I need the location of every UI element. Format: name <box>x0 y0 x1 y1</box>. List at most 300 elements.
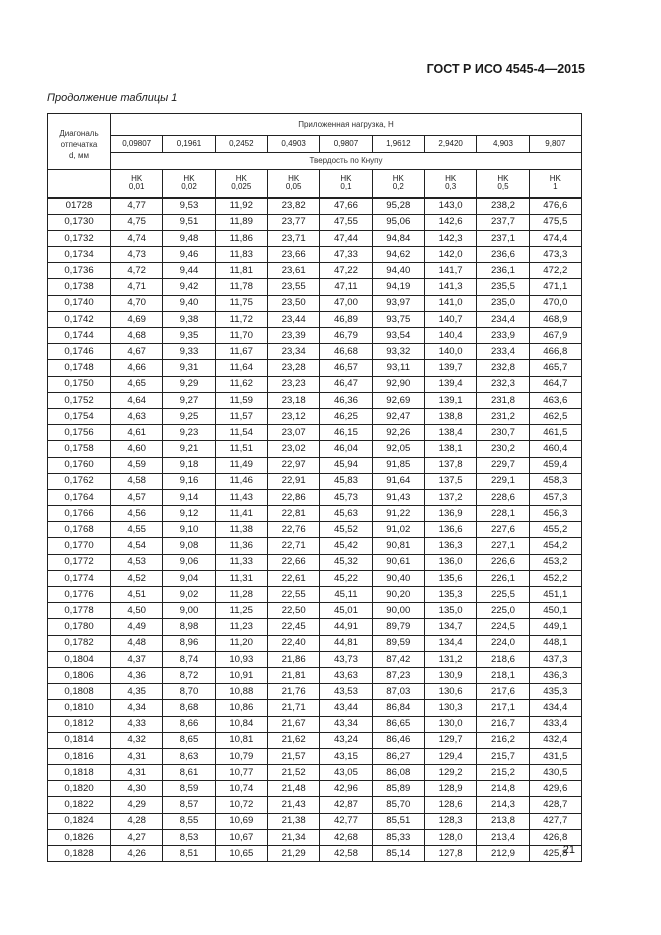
hardness-value-cell: 11,41 <box>215 506 267 522</box>
hardness-value-cell: 45,52 <box>320 522 372 538</box>
hardness-value-cell: 90,20 <box>372 587 424 603</box>
hardness-value-cell: 130,3 <box>424 700 476 716</box>
hardness-value-cell: 9,40 <box>163 295 215 311</box>
hardness-value-cell: 8,74 <box>163 651 215 667</box>
table-row <box>48 263 582 279</box>
scale-load-label: 0,1 <box>340 182 352 192</box>
hardness-value-cell: 22,81 <box>267 506 319 522</box>
hardness-value-cell: 236,6 <box>477 247 529 263</box>
hardness-value-cell: 11,78 <box>215 279 267 295</box>
hardness-value-cell: 136,3 <box>424 538 476 554</box>
hardness-value-cell: 87,03 <box>372 684 424 700</box>
hardness-value-cell: 22,45 <box>267 619 319 635</box>
hardness-value-cell: 23,34 <box>267 344 319 360</box>
hardness-value-cell: 433,4 <box>529 716 581 732</box>
diagonal-cell: 0,1824 <box>48 813 111 829</box>
hardness-value-cell: 47,66 <box>320 198 372 215</box>
hardness-value-cell: 23,07 <box>267 425 319 441</box>
hardness-value-cell: 10,67 <box>215 829 267 845</box>
hardness-value-cell: 468,9 <box>529 311 581 327</box>
hardness-table <box>47 113 582 862</box>
scale-hk-label: HK <box>183 174 195 184</box>
hardness-value-cell: 11,62 <box>215 376 267 392</box>
scale-cell <box>424 170 476 198</box>
hardness-value-cell: 91,22 <box>372 506 424 522</box>
scale-blank-cell <box>48 170 111 198</box>
hardness-value-cell: 9,23 <box>163 425 215 441</box>
standard-code: ГОСТ Р ИСО 4545-4—2015 <box>426 62 585 76</box>
hardness-value-cell: 11,67 <box>215 344 267 360</box>
table-row <box>48 392 582 408</box>
hardness-value-cell: 21,67 <box>267 716 319 732</box>
scale-hk-label: HK <box>445 174 457 184</box>
hardness-value-cell: 9,00 <box>163 603 215 619</box>
hardness-value-cell: 93,97 <box>372 295 424 311</box>
hardness-value-cell: 46,68 <box>320 344 372 360</box>
hardness-value-cell: 4,60 <box>111 441 163 457</box>
table-row <box>48 230 582 246</box>
hardness-value-cell: 21,71 <box>267 700 319 716</box>
table-row <box>48 587 582 603</box>
diagonal-cell: 0,1778 <box>48 603 111 619</box>
hardness-value-cell: 4,49 <box>111 619 163 635</box>
hardness-value-cell: 21,48 <box>267 781 319 797</box>
diagonal-cell: 0,1746 <box>48 344 111 360</box>
hardness-value-cell: 23,23 <box>267 376 319 392</box>
hardness-value-cell: 128,0 <box>424 829 476 845</box>
hardness-value-cell: 9,06 <box>163 554 215 570</box>
hardness-value-cell: 47,00 <box>320 295 372 311</box>
table-row <box>48 781 582 797</box>
hardness-value-cell: 141,0 <box>424 295 476 311</box>
hardness-value-cell: 4,67 <box>111 344 163 360</box>
hardness-value-cell: 436,3 <box>529 667 581 683</box>
hardness-value-cell: 4,31 <box>111 748 163 764</box>
hardness-value-cell: 216,2 <box>477 732 529 748</box>
load-value-cell: 4,903 <box>477 136 529 153</box>
hardness-value-cell: 8,57 <box>163 797 215 813</box>
hardness-value-cell: 4,75 <box>111 214 163 230</box>
scale-load-label: 0,05 <box>285 182 302 192</box>
diagonal-cell: 0,1756 <box>48 425 111 441</box>
diagonal-cell: 0,1732 <box>48 230 111 246</box>
hardness-value-cell: 43,63 <box>320 667 372 683</box>
diagonal-cell: 0,1782 <box>48 635 111 651</box>
diagonal-cell: 0,1734 <box>48 247 111 263</box>
hardness-value-cell: 10,84 <box>215 716 267 732</box>
hardness-value-cell: 92,26 <box>372 425 424 441</box>
diagonal-cell: 0,1740 <box>48 295 111 311</box>
hardness-value-cell: 234,4 <box>477 311 529 327</box>
diagonal-cell: 0,1816 <box>48 748 111 764</box>
hardness-value-cell: 23,18 <box>267 392 319 408</box>
hardness-value-cell: 95,28 <box>372 198 424 215</box>
table-row <box>48 198 582 215</box>
hardness-value-cell: 217,6 <box>477 684 529 700</box>
hardness-value-cell: 42,58 <box>320 846 372 862</box>
table-row <box>48 522 582 538</box>
hardness-value-cell: 136,6 <box>424 522 476 538</box>
hardness-value-cell: 11,33 <box>215 554 267 570</box>
hardness-value-cell: 236,1 <box>477 263 529 279</box>
hardness-value-cell: 9,35 <box>163 328 215 344</box>
diagonal-cell: 0,1774 <box>48 570 111 586</box>
hardness-value-cell: 452,2 <box>529 570 581 586</box>
hardness-value-cell: 4,74 <box>111 230 163 246</box>
hardness-value-cell: 8,98 <box>163 619 215 635</box>
diagonal-cell: 0,1822 <box>48 797 111 813</box>
hardness-value-cell: 135,6 <box>424 570 476 586</box>
hardness-value-cell: 22,97 <box>267 457 319 473</box>
hardness-value-cell: 10,88 <box>215 684 267 700</box>
hardness-value-cell: 22,91 <box>267 473 319 489</box>
table-row <box>48 813 582 829</box>
hardness-value-cell: 429,6 <box>529 781 581 797</box>
hardness-value-cell: 128,9 <box>424 781 476 797</box>
hardness-value-cell: 4,61 <box>111 425 163 441</box>
hardness-value-cell: 460,4 <box>529 441 581 457</box>
hardness-value-cell: 89,79 <box>372 619 424 635</box>
table-row <box>48 360 582 376</box>
hardness-value-cell: 21,62 <box>267 732 319 748</box>
hardness-value-cell: 4,58 <box>111 473 163 489</box>
hardness-value-cell: 233,9 <box>477 328 529 344</box>
row-header-text: Диагональ отпечатка d, мм <box>59 129 99 160</box>
scale-cell <box>163 170 215 198</box>
hardness-value-cell: 4,33 <box>111 716 163 732</box>
table-row <box>48 570 582 586</box>
scale-load-label: 0,025 <box>231 182 252 192</box>
hardness-value-cell: 89,59 <box>372 635 424 651</box>
diagonal-cell: 0,1818 <box>48 765 111 781</box>
hardness-value-cell: 46,79 <box>320 328 372 344</box>
hardness-value-cell: 8,51 <box>163 846 215 862</box>
hardness-value-cell: 4,71 <box>111 279 163 295</box>
hardness-value-cell: 4,30 <box>111 781 163 797</box>
hardness-value-cell: 215,7 <box>477 748 529 764</box>
load-value-cell: 1,9612 <box>372 136 424 153</box>
hardness-value-cell: 229,1 <box>477 473 529 489</box>
hardness-value-cell: 85,51 <box>372 813 424 829</box>
diagonal-cell: 0,1754 <box>48 408 111 424</box>
hardness-value-cell: 4,29 <box>111 797 163 813</box>
hardness-value-cell: 44,81 <box>320 635 372 651</box>
hardness-value-cell: 4,65 <box>111 376 163 392</box>
hardness-value-cell: 453,2 <box>529 554 581 570</box>
diagonal-cell: 01728 <box>48 198 111 215</box>
hardness-value-cell: 94,40 <box>372 263 424 279</box>
hardness-value-cell: 4,77 <box>111 198 163 215</box>
hardness-value-cell: 10,77 <box>215 765 267 781</box>
hardness-value-cell: 23,39 <box>267 328 319 344</box>
hardness-value-cell: 138,4 <box>424 425 476 441</box>
hardness-value-cell: 23,28 <box>267 360 319 376</box>
hardness-value-cell: 9,18 <box>163 457 215 473</box>
hardness-value-cell: 23,77 <box>267 214 319 230</box>
scales-row <box>48 170 582 198</box>
hardness-value-cell: 227,1 <box>477 538 529 554</box>
hardness-value-cell: 4,72 <box>111 263 163 279</box>
hardness-value-cell: 435,3 <box>529 684 581 700</box>
hardness-value-cell: 47,33 <box>320 247 372 263</box>
hardness-value-cell: 85,89 <box>372 781 424 797</box>
hardness-value-cell: 230,7 <box>477 425 529 441</box>
hardness-value-cell: 461,5 <box>529 425 581 441</box>
hardness-value-cell: 10,81 <box>215 732 267 748</box>
load-value-cell: 0,4903 <box>267 136 319 153</box>
hardness-value-cell: 11,36 <box>215 538 267 554</box>
table-row <box>48 700 582 716</box>
hardness-value-cell: 465,7 <box>529 360 581 376</box>
hardness-value-cell: 21,34 <box>267 829 319 845</box>
hardness-value-cell: 42,77 <box>320 813 372 829</box>
scale-hk-label: HK <box>288 174 300 184</box>
hardness-value-cell: 136,9 <box>424 506 476 522</box>
hardness-value-cell: 46,47 <box>320 376 372 392</box>
hardness-value-cell: 11,83 <box>215 247 267 263</box>
hardness-value-cell: 213,8 <box>477 813 529 829</box>
hardness-value-cell: 4,70 <box>111 295 163 311</box>
load-value-cell: 0,9807 <box>320 136 372 153</box>
hardness-value-cell: 4,63 <box>111 408 163 424</box>
scale-hk-label: HK <box>235 174 247 184</box>
table-row <box>48 506 582 522</box>
hardness-value-cell: 45,42 <box>320 538 372 554</box>
hardness-value-cell: 224,0 <box>477 635 529 651</box>
hardness-value-cell: 431,5 <box>529 748 581 764</box>
diagonal-cell: 0,1804 <box>48 651 111 667</box>
hardness-value-cell: 473,3 <box>529 247 581 263</box>
hardness-value-cell: 137,5 <box>424 473 476 489</box>
table-row <box>48 425 582 441</box>
hardness-value-cell: 142,0 <box>424 247 476 263</box>
hardness-value-cell: 11,57 <box>215 408 267 424</box>
hardness-value-cell: 4,69 <box>111 311 163 327</box>
hardness-value-cell: 128,6 <box>424 797 476 813</box>
hardness-value-cell: 231,8 <box>477 392 529 408</box>
diagonal-cell: 0,1762 <box>48 473 111 489</box>
hardness-value-cell: 4,51 <box>111 587 163 603</box>
hardness-value-cell: 8,55 <box>163 813 215 829</box>
hardness-value-cell: 226,6 <box>477 554 529 570</box>
hardness-value-cell: 130,9 <box>424 667 476 683</box>
hardness-value-cell: 4,52 <box>111 570 163 586</box>
hardness-value-cell: 237,1 <box>477 230 529 246</box>
hardness-value-cell: 22,50 <box>267 603 319 619</box>
hardness-value-cell: 9,51 <box>163 214 215 230</box>
hardness-value-cell: 46,89 <box>320 311 372 327</box>
hardness-value-cell: 43,34 <box>320 716 372 732</box>
hardness-value-cell: 4,34 <box>111 700 163 716</box>
hardness-value-cell: 45,01 <box>320 603 372 619</box>
hardness-value-cell: 130,0 <box>424 716 476 732</box>
hardness-value-cell: 11,81 <box>215 263 267 279</box>
table-row <box>48 279 582 295</box>
diagonal-cell: 0,1744 <box>48 328 111 344</box>
hardness-value-cell: 11,28 <box>215 587 267 603</box>
diagonal-cell: 0,1806 <box>48 667 111 683</box>
hardness-value-cell: 46,25 <box>320 408 372 424</box>
diagonal-cell: 0,1738 <box>48 279 111 295</box>
hardness-value-cell: 426,8 <box>529 829 581 845</box>
table-row <box>48 797 582 813</box>
hardness-value-cell: 9,33 <box>163 344 215 360</box>
hardness-value-cell: 130,6 <box>424 684 476 700</box>
hardness-value-cell: 8,59 <box>163 781 215 797</box>
hardness-value-cell: 237,7 <box>477 214 529 230</box>
hardness-value-cell: 22,76 <box>267 522 319 538</box>
hardness-value-cell: 22,40 <box>267 635 319 651</box>
scale-load-label: 0,3 <box>445 182 457 192</box>
hardness-value-cell: 8,72 <box>163 667 215 683</box>
hardness-value-cell: 224,5 <box>477 619 529 635</box>
hardness-value-cell: 235,5 <box>477 279 529 295</box>
scale-load-label: 1 <box>553 182 558 192</box>
hardness-value-cell: 9,38 <box>163 311 215 327</box>
scale-load-label: 0,5 <box>497 182 509 192</box>
hardness-value-cell: 46,04 <box>320 441 372 457</box>
hardness-value-cell: 9,53 <box>163 198 215 215</box>
diagonal-cell: 0,1808 <box>48 684 111 700</box>
hardness-value-cell: 9,10 <box>163 522 215 538</box>
table-row <box>48 748 582 764</box>
hardness-value-cell: 85,70 <box>372 797 424 813</box>
hardness-value-cell: 11,25 <box>215 603 267 619</box>
hardness-value-cell: 450,1 <box>529 603 581 619</box>
table-row <box>48 667 582 683</box>
scale-hk-label: HK <box>497 174 509 184</box>
table-header <box>48 114 582 198</box>
hardness-value-cell: 23,66 <box>267 247 319 263</box>
table-row <box>48 473 582 489</box>
hardness-value-cell: 10,91 <box>215 667 267 683</box>
hardness-value-cell: 45,83 <box>320 473 372 489</box>
hardness-value-cell: 232,8 <box>477 360 529 376</box>
scale-load-label: 0,2 <box>392 182 404 192</box>
hardness-value-cell: 21,86 <box>267 651 319 667</box>
hardness-value-cell: 11,46 <box>215 473 267 489</box>
hardness-value-cell: 10,74 <box>215 781 267 797</box>
scale-load-label: 0,01 <box>128 182 145 192</box>
hardness-value-cell: 45,94 <box>320 457 372 473</box>
hardness-value-cell: 91,02 <box>372 522 424 538</box>
hardness-value-cell: 427,7 <box>529 813 581 829</box>
hardness-value-cell: 9,27 <box>163 392 215 408</box>
hardness-value-cell: 92,47 <box>372 408 424 424</box>
scale-hk-label: HK <box>131 174 143 184</box>
diagonal-cell: 0,1780 <box>48 619 111 635</box>
hardness-value-cell: 22,86 <box>267 489 319 505</box>
diagonal-cell: 0,1814 <box>48 732 111 748</box>
hardness-value-cell: 91,85 <box>372 457 424 473</box>
hardness-value-cell: 4,36 <box>111 667 163 683</box>
hardness-value-cell: 131,2 <box>424 651 476 667</box>
hardness-value-cell: 85,33 <box>372 829 424 845</box>
scale-hk-label: HK <box>549 174 561 184</box>
table-row <box>48 603 582 619</box>
hardness-value-cell: 4,64 <box>111 392 163 408</box>
hardness-value-cell: 135,3 <box>424 587 476 603</box>
hardness-value-cell: 9,12 <box>163 506 215 522</box>
hardness-value-cell: 467,9 <box>529 328 581 344</box>
hardness-value-cell: 226,1 <box>477 570 529 586</box>
hardness-value-cell: 23,55 <box>267 279 319 295</box>
page-number: 21 <box>562 844 575 856</box>
load-value-cell: 0,2452 <box>215 136 267 153</box>
hardness-value-cell: 4,28 <box>111 813 163 829</box>
scale-cell <box>320 170 372 198</box>
hardness-value-cell: 43,15 <box>320 748 372 764</box>
table-row <box>48 651 582 667</box>
hardness-value-cell: 142,6 <box>424 214 476 230</box>
diagonal-cell: 0,1828 <box>48 846 111 862</box>
diagonal-cell: 0,1772 <box>48 554 111 570</box>
hardness-value-cell: 21,43 <box>267 797 319 813</box>
load-value-cell: 9,807 <box>529 136 581 153</box>
hardness-value-cell: 23,12 <box>267 408 319 424</box>
hardness-value-cell: 466,8 <box>529 344 581 360</box>
hardness-value-cell: 42,68 <box>320 829 372 845</box>
table-row <box>48 344 582 360</box>
hardness-value-cell: 22,61 <box>267 570 319 586</box>
diagonal-cell: 0,1760 <box>48 457 111 473</box>
hardness-value-cell: 86,46 <box>372 732 424 748</box>
table-row <box>48 765 582 781</box>
table-row <box>48 328 582 344</box>
hardness-value-cell: 8,53 <box>163 829 215 845</box>
hardness-value-cell: 470,0 <box>529 295 581 311</box>
scale-cell <box>267 170 319 198</box>
table-row <box>48 295 582 311</box>
hardness-value-cell: 11,49 <box>215 457 267 473</box>
hardness-value-cell: 134,7 <box>424 619 476 635</box>
hardness-value-cell: 10,72 <box>215 797 267 813</box>
hardness-value-cell: 141,7 <box>424 263 476 279</box>
hardness-value-cell: 90,81 <box>372 538 424 554</box>
hardness-value-cell: 85,14 <box>372 846 424 862</box>
hardness-value-cell: 46,15 <box>320 425 372 441</box>
hardness-value-cell: 217,1 <box>477 700 529 716</box>
hardness-value-cell: 136,0 <box>424 554 476 570</box>
hardness-value-cell: 434,4 <box>529 700 581 716</box>
hardness-value-cell: 9,46 <box>163 247 215 263</box>
hardness-value-cell: 43,44 <box>320 700 372 716</box>
hardness-value-cell: 90,61 <box>372 554 424 570</box>
hardness-value-cell: 11,64 <box>215 360 267 376</box>
hardness-value-cell: 11,43 <box>215 489 267 505</box>
hardness-value-cell: 10,86 <box>215 700 267 716</box>
hardness-value-cell: 9,42 <box>163 279 215 295</box>
hardness-value-cell: 455,2 <box>529 522 581 538</box>
hardness-value-cell: 459,4 <box>529 457 581 473</box>
hardness-value-cell: 228,6 <box>477 489 529 505</box>
hardness-value-cell: 454,2 <box>529 538 581 554</box>
hardness-value-cell: 45,32 <box>320 554 372 570</box>
table-caption: Продолжение таблицы 1 <box>47 92 178 104</box>
hardness-value-cell: 94,19 <box>372 279 424 295</box>
hardness-value-cell: 139,4 <box>424 376 476 392</box>
hardness-value-cell: 9,31 <box>163 360 215 376</box>
diagonal-cell: 0,1730 <box>48 214 111 230</box>
hardness-value-cell: 95,06 <box>372 214 424 230</box>
hardness-value-cell: 139,1 <box>424 392 476 408</box>
table-row <box>48 635 582 651</box>
hardness-value-cell: 474,4 <box>529 230 581 246</box>
diagonal-cell: 0,1748 <box>48 360 111 376</box>
hardness-value-cell: 43,53 <box>320 684 372 700</box>
hardness-value-cell: 4,59 <box>111 457 163 473</box>
hardness-value-cell: 47,22 <box>320 263 372 279</box>
